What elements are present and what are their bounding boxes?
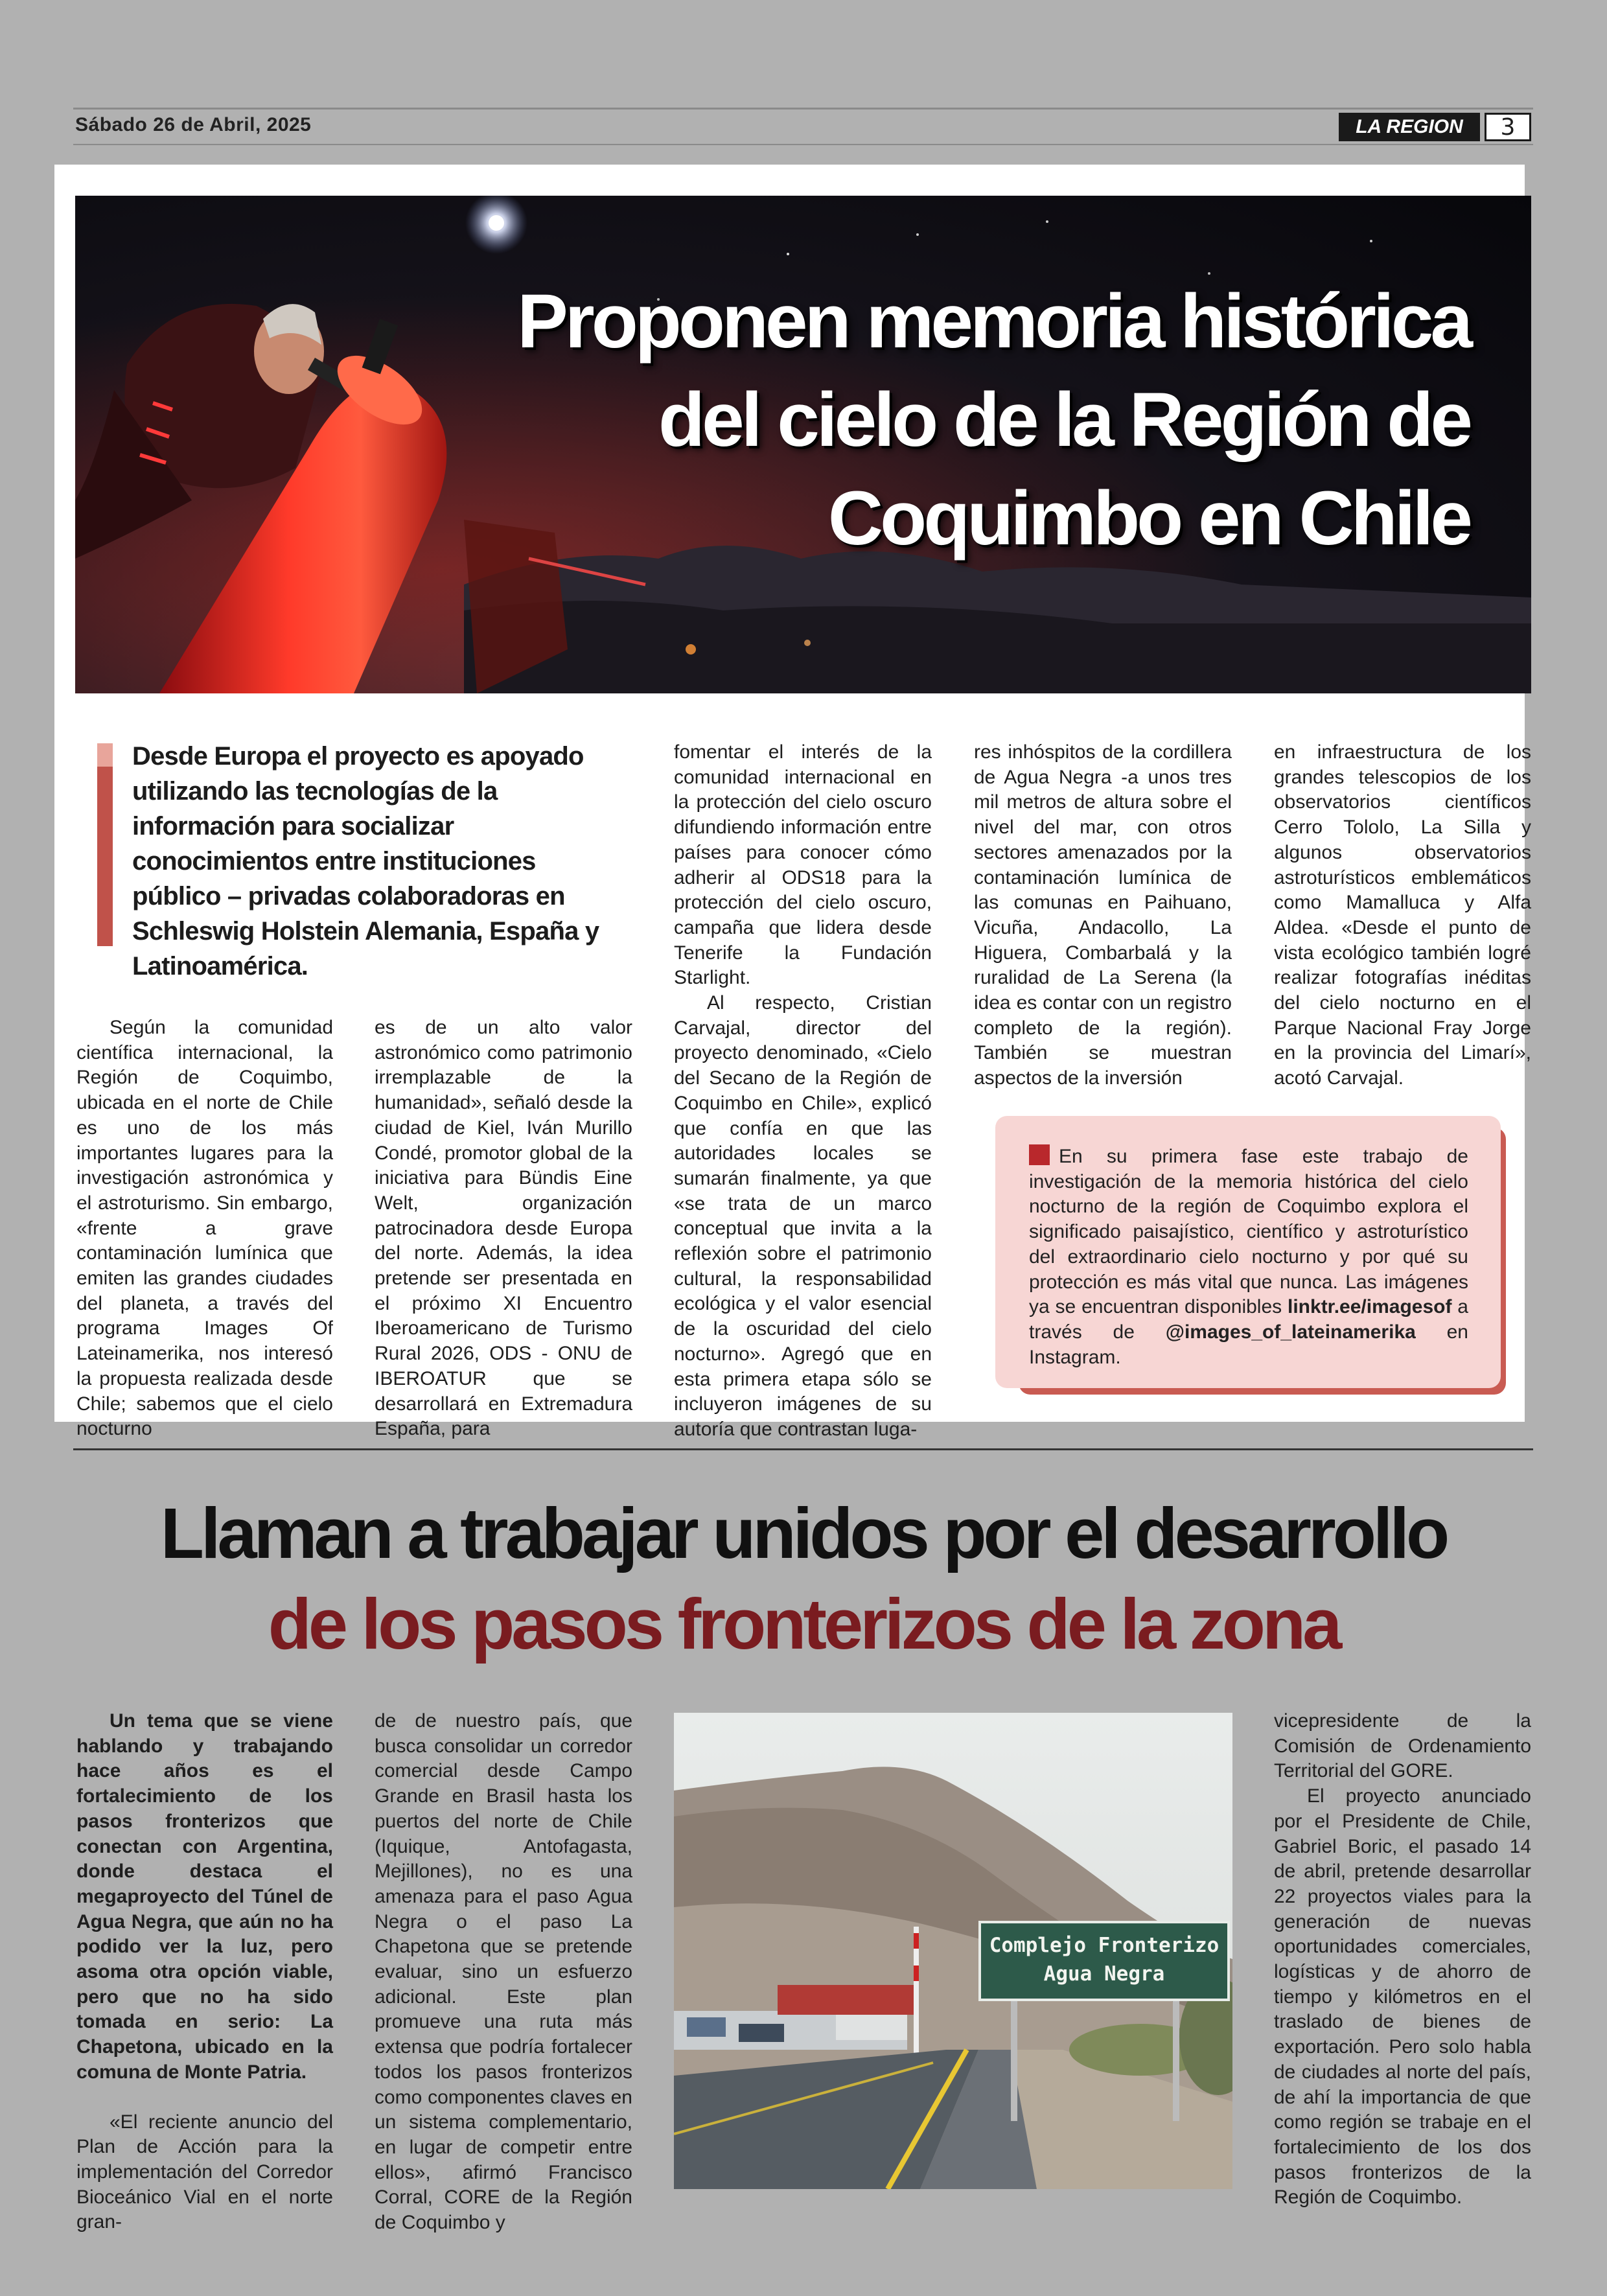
paragraph: «El reciente anuncio del Plan de Acción para la implementación del Corredor Bioceánico Vial en el norte gran- bbox=[76, 2111, 333, 2233]
article2-column-2 bbox=[375, 1709, 632, 2236]
paragraph: de de nuestro país, que busca consolidar un corredor comercial desde Campo Grande en Brasil hasta los puertos del norte de Chile (Iquique, Antofagasta, Mejillones), no es una amenaza para el paso Agua Negra o el paso La Chapetona que se pretende evaluar, sino un esfuerzo adicional. Este plan promueve una ruta más extensa que podría fortalecer todos los pasos fronterizos como componentes claves en un sistema complementario, en lugar de competir entre ellos», afirmó Francisco Corral, CORE de la Región de Coquimbo y bbox=[375, 1710, 632, 2234]
instagram-handle-link[interactable]: @images_of_lateinamerika bbox=[1165, 1321, 1416, 1343]
lead-accent-bar-light bbox=[97, 743, 113, 767]
sign-line-1: Complejo Fronterizo bbox=[989, 1934, 1220, 1957]
section-divider bbox=[73, 1448, 1533, 1450]
headline-line-2: del cielo de la Región de bbox=[658, 377, 1470, 463]
lead-accent-bar bbox=[97, 767, 113, 946]
info-box bbox=[995, 1116, 1501, 1388]
page-number: 3 bbox=[1485, 113, 1531, 141]
linktree-link[interactable]: linktr.ee/imagesof bbox=[1288, 1296, 1452, 1318]
paragraph: Según la comunidad científica internacional, la Región de Coquimbo, ubicada en el norte de Chile es uno de los más importantes lugares para la investigación astronómica y el astroturismo. Sin embargo, «frente a grave contaminación lumínica que emiten las grandes ciudades del planeta, a través del programa Images Of Lateinamerika, nos interesó la propuesta realizada desde Chile; sabemos que el cielo nocturno bbox=[76, 1017, 333, 1440]
info-box-text: En su primera fase este trabajo de investigación de la memoria histórica del cielo nocturno de la región de Coquimbo explora el significado paisajístico, científico y astroturístico del extraordinario cielo nocturno y por qué su protección es más vital que nunca. Las imágenes ya se encuentran disponibles bbox=[1029, 1146, 1468, 1318]
paragraph: res inhóspitos de la cordillera de Agua Negra -a unos tres mil metros de altura sobre el nivel del mar, con otros sectores amenazados por la contaminación lumínica de las comunas en Paihuano, Vicuña, Andacollo, La Higuera, Combarbalá y la ruralidad de La Serena (la idea es contar con un registro completo de la región). También se muestran aspectos de la inversión bbox=[974, 741, 1232, 1089]
paragraph: en infraestructura de los grandes telescopios de los observatorios científicos Cerro Tololo, La Silla y algunos observatorios astroturísticos emblemáticos como Mamalluca y Alfa Aldea. «Desde el punto de vista ecológico también logré realizar fotografías inéditas del cielo nocturno en el Parque Nacional Fray Jorge en la provincia del Limarí», acotó Carvajal. bbox=[1274, 741, 1531, 1089]
article2-column-3 bbox=[1274, 1709, 1531, 2210]
article2-headline-line-1: Llaman a trabajar unidos por el desarrollo bbox=[160, 1494, 1447, 1573]
issue-date: Sábado 26 de Abril, 2025 bbox=[75, 114, 312, 135]
article-lead: Desde Europa el proyecto es apoyado utilizando las tecnologías de la información para socializar conocimientos entre instituciones público – privadas colaboradoras en Schleswig Holstein Alemania, España y Latinoamérica. bbox=[132, 742, 599, 980]
info-box-text-mid: a través de bbox=[1029, 1296, 1468, 1343]
article-headline bbox=[459, 272, 1470, 568]
paragraph: vicepresidente de la Comisión de Ordenamiento Territorial del GORE. bbox=[1274, 1710, 1531, 1782]
paragraph: fomentar el interés de la comunidad internacional en la protección del cielo oscuro difundiendo información entre países para conocer cómo adherir al ODS18 para la protección del cielo oscuro, campaña que lidera desde Tenerife la Fundación Starlight. bbox=[674, 741, 932, 989]
newspaper-brand: LA REGION bbox=[1339, 113, 1480, 141]
article2-column-1 bbox=[76, 1709, 333, 2235]
square-bullet-icon bbox=[1029, 1144, 1050, 1165]
paragraph: El proyecto anunciado por el Presidente de Chile, Gabriel Boric, el pasado 14 de abril, pretende desarrollar 22 proyectos viales para la generación de nuevas oportunidades comerciales, logísticas y de ahorro de tiempo y kilómetros en el traslado de bienes de exportación. Pero solo habla de ciudades al norte del país, de ahí la importancia de que como región se trabaje en el fortalecimiento de los dos pasos fronterizos de la Región de Coquimbo. bbox=[1274, 1785, 1531, 2209]
article1-column-1 bbox=[76, 1015, 333, 1442]
info-box-text-end: en Instagram. bbox=[1029, 1321, 1468, 1368]
headline-line-3: Coquimbo en Chile bbox=[827, 476, 1470, 561]
border-crossing-photo bbox=[674, 1713, 1232, 2189]
article1-column-3 bbox=[674, 740, 932, 1443]
hero-photo-telescope-night-sky bbox=[75, 196, 1531, 693]
article2-lead-paragraph: Un tema que se viene hablando y trabajando hace años es el fortalecimiento de los pasos fronterizos que conectan con Argentina, donde destaca el megaproyecto del Túnel de Agua Negra, que aún no ha podido ver la luz, pero asoma otra opción viable, pero que no ha sido tomada en serio: La Chapetona, ubicado en la comuna de Monte Patria. bbox=[76, 1710, 333, 2083]
article2-headline-line-2: de los pasos fronterizos de la zona bbox=[268, 1584, 1339, 1664]
paragraph: es de un alto valor astronómico como patrimonio irremplazable de la humanidad», señaló desde la ciudad de Kiel, Iván Murillo Condé, promotor global de la iniciativa para Bündis Eine Welt, organización patrocinadora desde Europa del norte. Además, la idea pretende ser presentada en el próximo XI Encuentro Iberoamericano de Turismo Rural 2026, ODS - ONU de IBEROATUR que se desarrollará en Extremadura España, para bbox=[375, 1017, 632, 1440]
article1-column-5 bbox=[1274, 740, 1531, 1091]
sign-line-2: Agua Negra bbox=[1043, 1962, 1165, 1986]
paragraph: Al respecto, Cristian Carvajal, director del proyecto denominado, «Cielo del Secano de la Región de Coquimbo en Chile», explicó que confía en que las autoridades locales se sumarán finalmente, ya que «se trata de un marco conceptual que invita a la reflexión sobre el patrimonio cultural, la responsabilidad ecológica y el valor esencial de la oscuridad del cielo nocturno». Agregó que en esta primera etapa sólo se incluyeron imágenes de su autoría que contrastan luga- bbox=[674, 992, 932, 1440]
article1-column-2 bbox=[375, 1015, 632, 1442]
header-top-rule bbox=[73, 108, 1533, 110]
article1-column-4 bbox=[974, 740, 1232, 1091]
border-complex-sign bbox=[978, 1921, 1230, 2001]
header-bottom-rule bbox=[73, 144, 1533, 145]
headline-line-1: Proponen memoria histórica bbox=[517, 279, 1470, 364]
